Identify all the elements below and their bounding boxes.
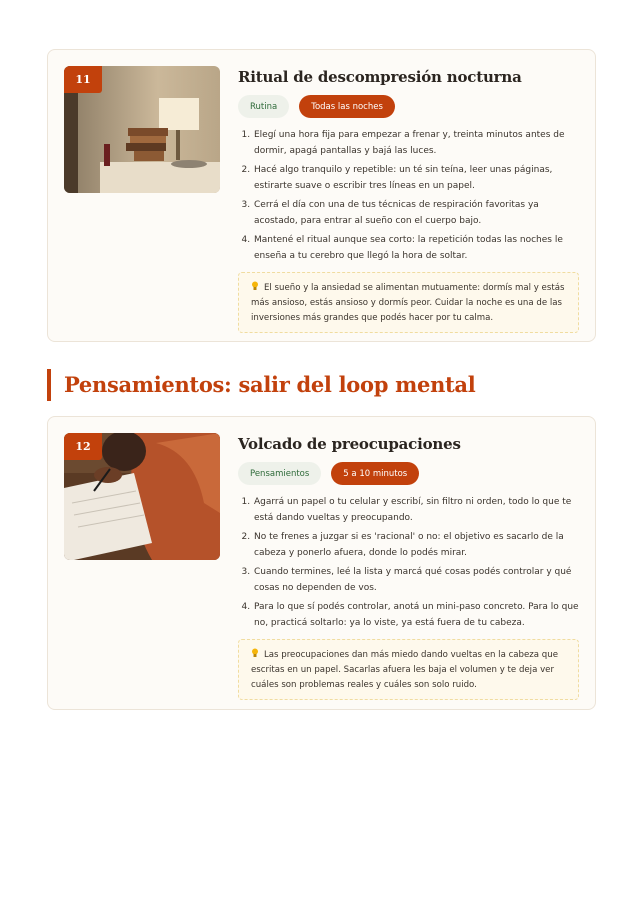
step-item: 1. Elegí una hora fija para empezar a frenar y, treinta minutos antes de dormir, apagá pantallas y bajá las luces. [253, 127, 579, 159]
duration-tag: Todas las noches [299, 95, 395, 118]
tip-box [238, 639, 579, 700]
card-title: Volcado de preocupaciones [238, 435, 461, 453]
card-number-badge: 12 [64, 433, 102, 460]
steps-list [238, 494, 579, 631]
activity-card [47, 49, 596, 342]
lightbulb-icon [251, 281, 259, 291]
step-item: 4. Mantené el ritual aunque sea corto: la repetición todas las noches le enseña a tu cerebro que llegó la hora de soltar. [253, 232, 579, 264]
activity-card [47, 416, 596, 710]
card-photo-writing-journal [64, 433, 220, 560]
tip-text: Las preocupaciones dan más miedo dando vueltas en la cabeza que escritas en un papel. Sacarlas afuera les baja el volumen y te deja ver cuáles son problemas reales y cuáles son solo ruido. [251, 650, 558, 690]
category-tag: Pensamientos [238, 462, 321, 485]
tip-text: El sueño y la ansiedad se alimentan mutuamente: dormís mal y estás más ansioso, estás ansioso y dormís peor. Cuidar la noche es una de las inversiones más grandes que podés hacer por tu calma. [251, 283, 565, 323]
step-item: 2. No te frenes a juzgar si es 'racional' o no: el objetivo es sacarlo de la cabeza y ponerlo afuera, donde lo podés mirar. [253, 529, 579, 561]
step-item: 3. Cuando termines, leé la lista y marcá qué cosas podés controlar y qué cosas no dependen de vos. [253, 564, 579, 596]
step-item: 4. Para lo que sí podés controlar, anotá un mini-paso concreto. Para lo que no, practicá soltarlo: ya lo viste, ya está fuera de tu cabeza. [253, 599, 579, 631]
step-item: 3. Cerrá el día con una de tus técnicas de respiración favoritas ya acostado, para entrar al sueño con el cuerpo bajo. [253, 197, 579, 229]
category-tag: Rutina [238, 95, 289, 118]
card-number-badge: 11 [64, 66, 102, 93]
card-photo-bedside-lamp [64, 66, 220, 193]
section-heading: Pensamientos: salir del loop mental [47, 369, 475, 401]
duration-tag: 5 a 10 minutos [331, 462, 419, 485]
lightbulb-icon [251, 648, 259, 658]
step-item: 1. Agarrá un papel o tu celular y escribí, sin filtro ni orden, todo lo que te está dando vueltas y preocupando. [253, 494, 579, 526]
tip-box [238, 272, 579, 333]
steps-list [238, 127, 579, 264]
step-item: 2. Hacé algo tranquilo y repetible: un té sin teína, leer unas páginas, estirarte suave o escribir tres líneas en un papel. [253, 162, 579, 194]
card-title: Ritual de descompresión nocturna [238, 68, 522, 86]
